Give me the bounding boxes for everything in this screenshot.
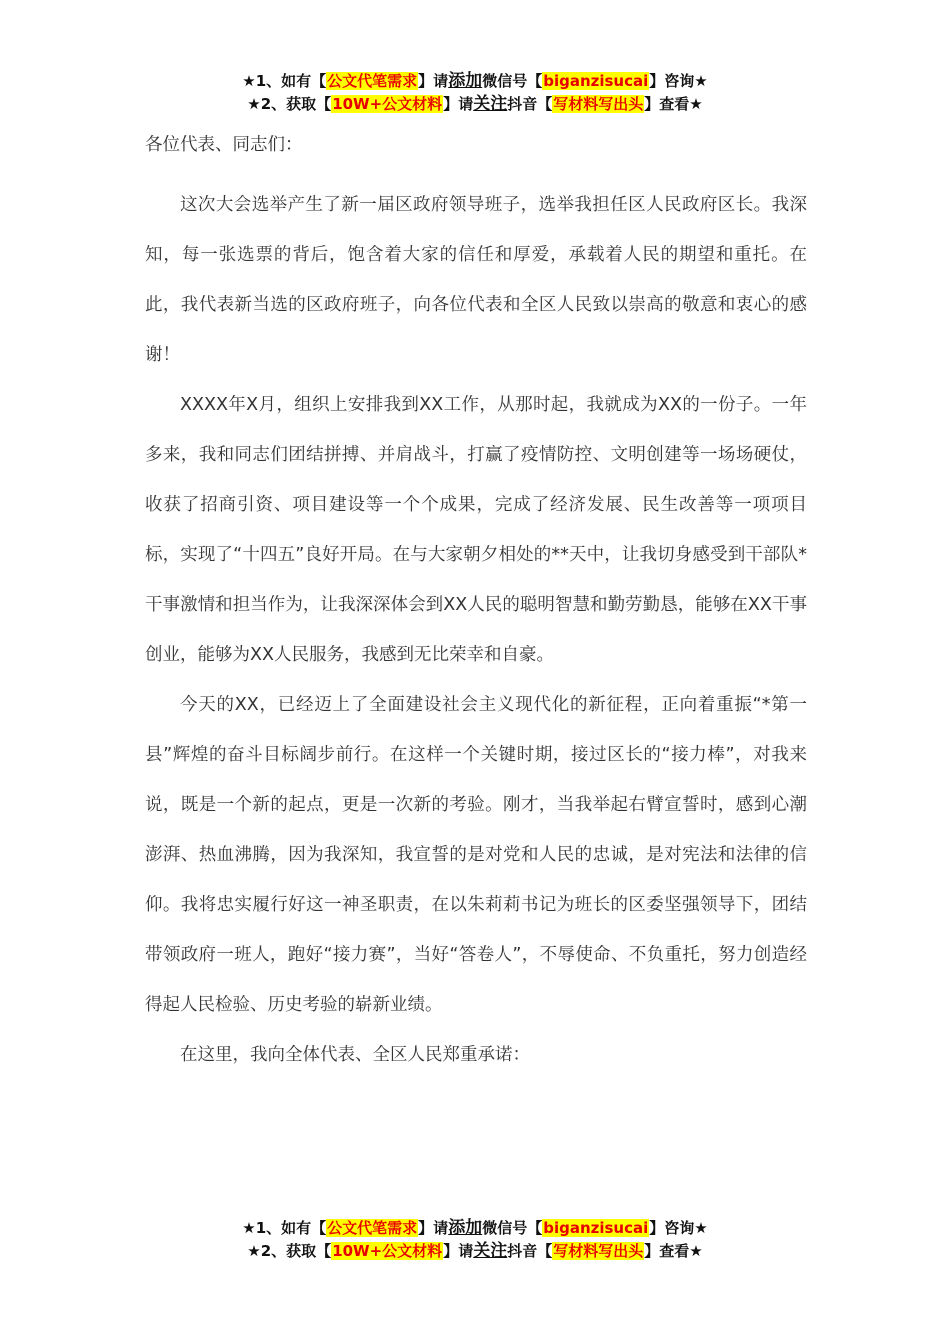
footer-line-1: ★1、如有【公文代笔需求】请添加微信号【biganzisucai】咨询★ [242, 1218, 708, 1238]
banner-line-1: ★1、如有【公文代笔需求】请添加微信号【biganzisucai】咨询★ [242, 71, 708, 91]
paragraph-3: 今天的XX，已经迈上了全面建设社会主义现代化的新征程，正向着重振“*第一县”辉煌的奋斗目标阔步前行。在这样一个关键时期，接过区长的“接力棒”，对我来说，既是一个新的起点，更是一次新的考验。刚才，当我举起右臂宣誓时，感到心潮澎湃、热血沸腾，因为我深知，我宣誓的是对党和人民的忠诚，是对宪法和法律的信仰。我将忠实履行好这一神圣职责，在以朱莉莉书记为班长的区委坚强领导下，团结带领政府一班人，跑好“接力赛”，当好“答卷人”，不辱使命、不负重托，努力创造经得起人民检验、历史考验的崭新业绩。 [145, 695, 807, 1015]
paragraph-2: XXXX年X月，组织上安排我到XX工作，从那时起，我就成为XX的一份子。一年多来，我和同志们团结拼搏、并肩战斗，打赢了疫情防控、文明创建等一场场硬仗，收获了招商引资、项目建设等一个个成果，完成了经济发展、民生改善等一项项目标，实现了“十四五”良好开局。在与大家朝夕相处的**天中，让我切身感受到干部队*干事激情和担当作为，让我深深体会到XX人民的聪明智慧和勤劳勤恳，能够在XX干事创业，能够为XX人民服务，我感到无比荣幸和自豪。 [145, 395, 807, 665]
greeting: 各位代表、同志们： [145, 135, 303, 155]
underline-follow: 关注 [473, 94, 508, 114]
highlight-douyin: 写材料写出头 [553, 1242, 644, 1260]
highlight-materials: 10W+公文材料 [332, 95, 443, 113]
footer-banner [0, 1217, 950, 1263]
footer-line-2: ★2、获取【10W+公文材料】请关注抖音【写材料写出头】查看★ [247, 1241, 703, 1261]
banner-line-2: ★2、获取【10W+公文材料】请关注抖音【写材料写出头】查看★ [247, 94, 703, 114]
highlight-douyin: 写材料写出头 [553, 95, 644, 113]
highlight-service: 公文代笔需求 [327, 72, 418, 90]
paragraph-4: 在这里，我向全体代表、全区人民郑重承诺： [180, 1045, 530, 1065]
highlight-wechat-id: biganzisucai [543, 1219, 649, 1237]
highlight-wechat-id: biganzisucai [543, 72, 649, 90]
underline-follow: 关注 [473, 1241, 508, 1261]
highlight-service: 公文代笔需求 [327, 1219, 418, 1237]
highlight-materials: 10W+公文材料 [332, 1242, 443, 1260]
underline-add: 添加 [448, 71, 483, 91]
underline-add: 添加 [448, 1218, 483, 1238]
header-banner [0, 70, 950, 116]
paragraph-1: 这次大会选举产生了新一届区政府领导班子，选举我担任区人民政府区长。我深知，每一张选票的背后，饱含着大家的信任和厚爱，承载着人民的期望和重托。在此，我代表新当选的区政府班子，向各位代表和全区人民致以崇高的敬意和衷心的感谢！ [145, 195, 807, 365]
document-body [145, 130, 807, 1080]
